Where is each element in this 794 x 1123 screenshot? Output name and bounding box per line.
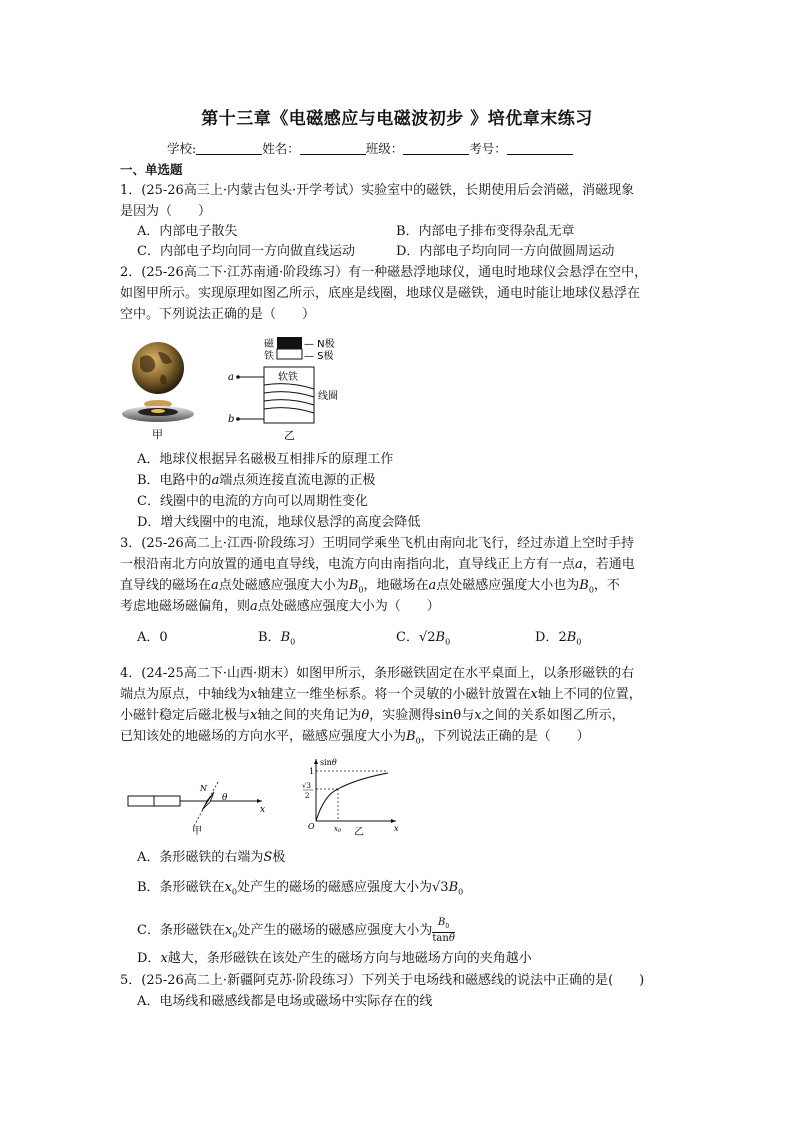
number-blank[interactable] bbox=[507, 142, 573, 155]
svg-text:b: b bbox=[228, 414, 235, 425]
svg-text:√3: √3 bbox=[302, 782, 311, 790]
q2-globe-figure bbox=[118, 338, 200, 442]
q1-stem-line2: 是因为（ ） bbox=[120, 204, 212, 219]
svg-text:— S极: — S极 bbox=[304, 351, 334, 362]
svg-text:θ: θ bbox=[222, 793, 228, 803]
q1-option-d[interactable]: D．内部电子均向同一方向做圆周运动 bbox=[396, 244, 615, 259]
q4-option-d[interactable]: D．x越大，条形磁铁在该处产生的磁场方向与地磁场方向的夹角越小 bbox=[137, 951, 532, 966]
q2-option-d[interactable]: D．增大线圈中的电流，地球仪悬浮的高度会降低 bbox=[137, 515, 421, 530]
svg-text:磁: 磁 bbox=[264, 339, 274, 350]
q4-stem-line2: 端点为原点，中轴线为x轴建立一维坐标系。将一个灵敏的小磁针放置在x轴上不同的位置， bbox=[120, 687, 642, 702]
q3-option-d[interactable]: D．$2B_0$ bbox=[535, 630, 582, 647]
number-label: 考号： bbox=[469, 141, 507, 156]
q4-option-a[interactable]: A．条形磁铁的右端为S极 bbox=[137, 850, 286, 865]
section-heading: 一、单选题 bbox=[120, 162, 183, 177]
svg-text:铁: 铁 bbox=[264, 351, 274, 362]
class-blank[interactable] bbox=[403, 142, 469, 155]
q2-stem-line2: 如图甲所示。实现原理如图乙所示，底座是线圈，地球仪是磁铁，通电时能让地球仪悬浮在 bbox=[120, 286, 641, 301]
q4-option-b[interactable]: B．条形磁铁在$x_0$处产生的磁场的磁感应强度大小为$√3B_0$ bbox=[137, 880, 464, 897]
globe-sphere bbox=[132, 342, 184, 394]
q2-option-b[interactable]: B．电路中的a端点须连接直流电源的正极 bbox=[137, 473, 376, 488]
name-blank[interactable] bbox=[300, 142, 366, 155]
q3-option-b[interactable]: B．$B_0$ bbox=[258, 630, 296, 647]
q3-stem-line3: 直导线的磁场在a点处磁感应强度大小为$B_0$，地磁场在a点处磁感应强度大小也为$B_0$，不 bbox=[120, 578, 620, 595]
q3-option-a[interactable]: A．0 bbox=[137, 630, 168, 645]
svg-text:x: x bbox=[394, 824, 399, 833]
q2-stem-line3: 空中。下列说法正确的是（ ） bbox=[120, 307, 316, 322]
q5-stem-line1: 5．(25-26高二上·新疆阿克苏·阶段练习）下列关于电场线和磁感线的说法中正确的是( ) bbox=[120, 973, 645, 988]
svg-text:N: N bbox=[200, 784, 207, 793]
q4-stem-line3: 小磁针稳定后磁北极与x轴之间的夹角记为θ，实验测得sinθ与x之间的关系如图乙所示， bbox=[120, 708, 625, 723]
q4-option-c[interactable]: C．条形磁铁在$x_0$处产生的磁场的磁感应强度大小为 $\frac{B_0}{\tan\theta}$ bbox=[137, 917, 455, 944]
svg-text:O: O bbox=[308, 822, 315, 831]
q3-stem-line4: 考虑地磁场磁偏角，则a点处磁感应强度大小为（ ） bbox=[120, 599, 440, 614]
page-title: 第十三章《电磁感应与电磁波初步 》培优章末练习 bbox=[201, 109, 593, 129]
school-blank[interactable] bbox=[196, 142, 262, 155]
fig-yi-label: 乙 bbox=[354, 827, 364, 837]
name-label: 姓名： bbox=[262, 141, 300, 156]
student-info-line bbox=[167, 139, 573, 157]
svg-text:a: a bbox=[228, 372, 234, 383]
q4-sin-graph bbox=[296, 755, 406, 837]
q4-magnet-figure bbox=[124, 778, 274, 838]
svg-text:软铁: 软铁 bbox=[278, 372, 298, 383]
q1-stem-line1: 1．(25-26高三上·内蒙古包头·开学考试）实验室中的磁铁，长期使用后会消磁，消磁现象 bbox=[120, 183, 635, 198]
q4-stem-line4: 已知该处的地磁场的方向水平，磁感应强度大小为$B_0$，下列说法正确的是（ ） bbox=[120, 729, 590, 746]
svg-text:— N极: — N极 bbox=[304, 339, 335, 350]
q2-stem-line1: 2．(25-26高二下·江苏南通·阶段练习）有一种磁悬浮地球仪，通电时地球仪会悬浮在空中， bbox=[120, 265, 648, 280]
svg-text:1: 1 bbox=[309, 767, 315, 776]
q1-option-b[interactable]: B．内部电子排布变得杂乱无章 bbox=[396, 224, 575, 239]
q1-option-c[interactable]: C．内部电子均向同一方向做直线运动 bbox=[137, 244, 355, 259]
svg-text:x: x bbox=[260, 805, 266, 815]
svg-text:x0: x0 bbox=[334, 825, 342, 834]
q4-stem-line1: 4．(24-25高二下·山西·期末）如图甲所示，条形磁铁固定在水平桌面上，以条形磁铁的右 bbox=[120, 666, 635, 681]
sin-curve bbox=[316, 773, 388, 821]
svg-text:2: 2 bbox=[305, 792, 310, 800]
q2-option-c[interactable]: C．线圈中的电流的方向可以周期性变化 bbox=[137, 494, 368, 509]
q2-coil-figure bbox=[224, 333, 354, 445]
q2-option-a[interactable]: A．地球仪根据异名磁极互相排斥的原理工作 bbox=[137, 452, 394, 467]
school-label: 学校: bbox=[167, 141, 197, 156]
q3-stem-line1: 3．(25-26高二上·江西·阶段练习）王明同学乘坐飞机由南向北飞行，经过赤道上空时手持 bbox=[120, 536, 635, 551]
class-label: 班级： bbox=[365, 141, 404, 156]
q3-option-c[interactable]: C．$√2B_0$ bbox=[396, 630, 451, 647]
q3-stem-line2: 一根沿南北方向放置的通电直导线，电流方向由南指向北，直导线正上方有一点a，若通电 bbox=[120, 557, 635, 572]
q1-option-a[interactable]: A．内部电子散失 bbox=[137, 224, 238, 239]
svg-text:sinθ: sinθ bbox=[320, 758, 337, 767]
fig-yi-label: 乙 bbox=[284, 429, 295, 442]
fig-jia-label: 甲 bbox=[192, 826, 202, 837]
svg-text:线圈: 线圈 bbox=[318, 391, 338, 402]
fig-jia-label: 甲 bbox=[152, 428, 163, 441]
q5-option-a[interactable]: A．电场线和磁感线都是电场或磁场中实际存在的线 bbox=[137, 994, 433, 1009]
